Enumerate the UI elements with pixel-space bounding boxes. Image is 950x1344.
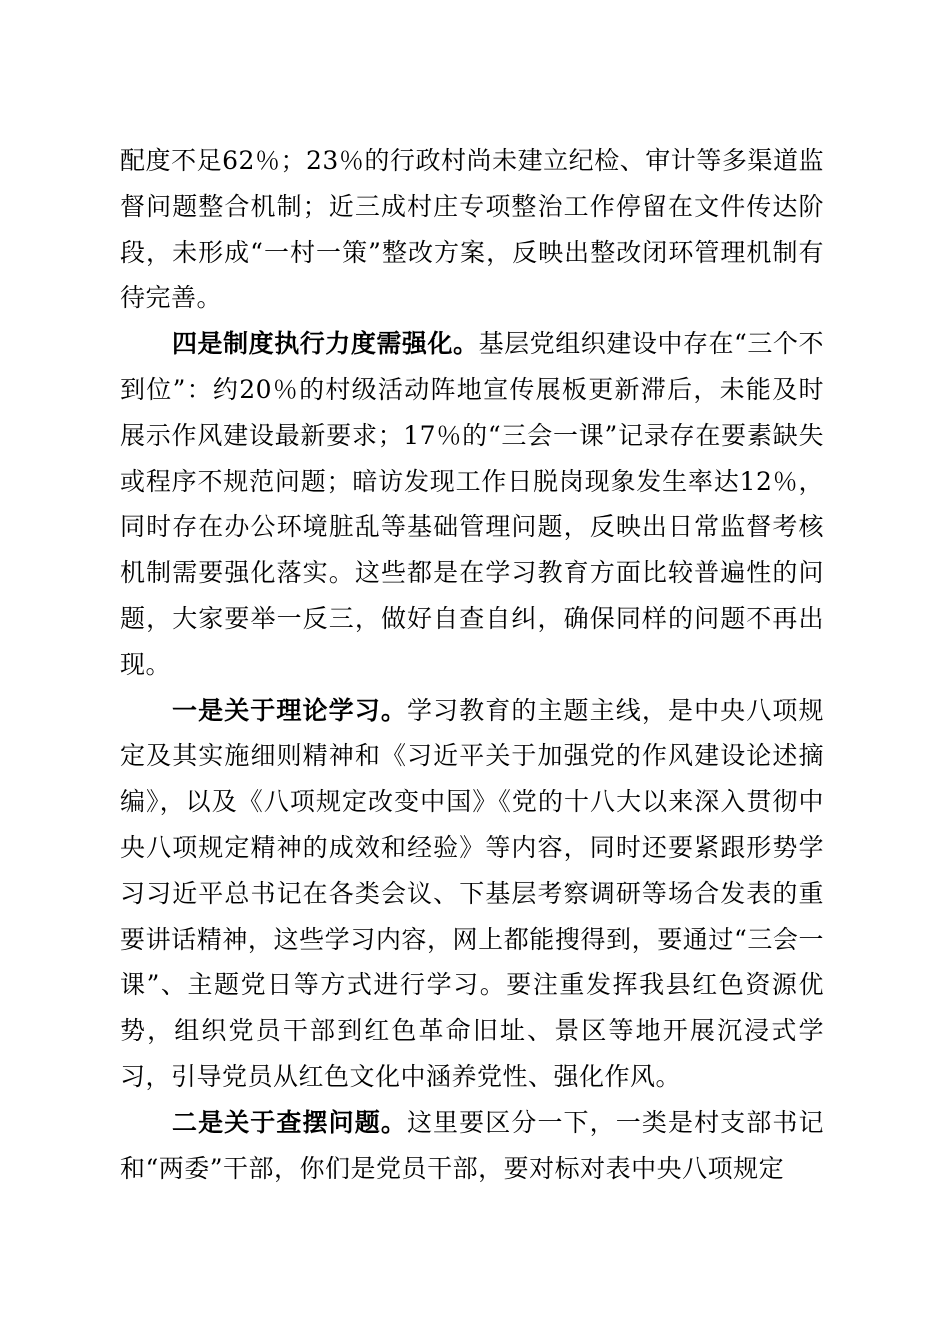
paragraph-continuation (120, 138, 824, 321)
paragraph-text: 这里要区分一下，一类是村支部书记和“两委”干部，你们是党员干部，要对标对表中央八项规定 (120, 1107, 824, 1183)
paragraph-problem-finding (120, 1100, 824, 1192)
paragraph-lead-heading: 一是关于理论学习。 (172, 695, 407, 725)
paragraph-lead-heading: 二是关于查摆问题。 (172, 1107, 407, 1137)
document-body (120, 138, 824, 1191)
paragraph-text: 学习教育的主题主线，是中央八项规定及其实施细则精神和《习近平关于加强党的作风建设论述摘编》，以及《八项规定改变中国》《党的十八大以来深入贯彻中央八项规定精神的成效和经验》等内容，同时还要紧跟形势学习习近平总书记在各类会议、下基层考察调研等场合发表的重要讲话精神，这些学习内容，网上都能搜得到，要通过“三会一课”、主题党日等方式进行学习。要注重发挥我县红色资源优势，组织党员干部到红色革命旧址、景区等地开展沉浸式学习，引导党员从红色文化中涵养党性、强化作风。 (120, 695, 824, 1091)
paragraph-theory-study (120, 688, 824, 1100)
paragraph-text: 配度不足62％；23％的行政村尚未建立纪检、审计等多渠道监督问题整合机制；近三成村庄专项整治工作停留在文件传达阶段，未形成“一村一策”整改方案，反映出整改闭环管理机制有待完善。 (120, 146, 824, 313)
paragraph-text: 基层党组织建设中存在“三个不到位”：约20％的村级活动阵地宣传展板更新滞后，未能及时展示作风建设最新要求；17％的“三会一课”记录存在要素缺失或程序不规范问题；暗访发现工作日脱岗现象发生率达12％，同时存在办公环境脏乱等基础管理问题，反映出日常监督考核机制需要强化落实。这些都是在学习教育方面比较普遍性的问题，大家要举一反三，做好自查自纠，确保同样的问题不再出现。 (120, 329, 824, 679)
paragraph-lead-heading: 四是制度执行力度需强化。 (172, 329, 479, 359)
paragraph-institution-execution (120, 321, 824, 687)
